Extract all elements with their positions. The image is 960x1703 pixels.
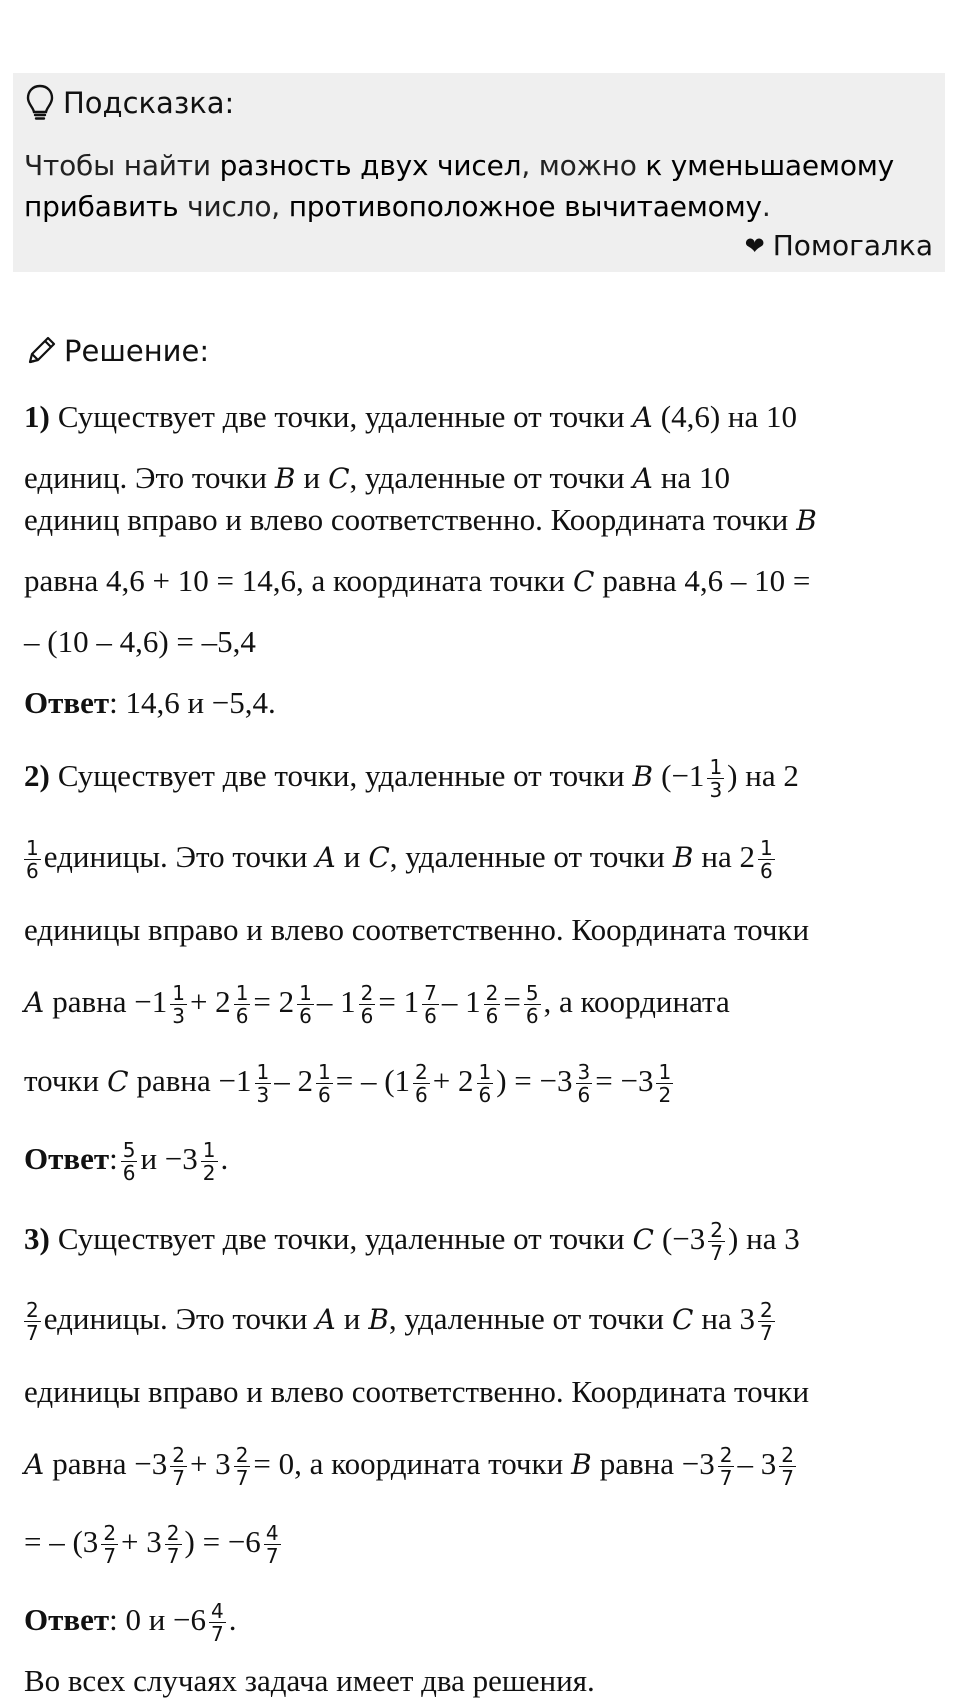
numerator: 4	[211, 1598, 224, 1623]
var-b: B	[796, 503, 817, 537]
hint-credit	[745, 229, 933, 262]
numerator: 1	[760, 835, 773, 860]
hint-text-emph: разность двух чисел	[219, 149, 522, 182]
text: , удаленные от точки	[388, 1301, 664, 1336]
conclusion-text: Во всех случаях задача имеет два решения.	[24, 1663, 595, 1698]
fraction	[264, 1522, 281, 1567]
denominator: 7	[719, 1465, 733, 1490]
denominator: 6	[760, 858, 773, 883]
text: = 0, а координата точки	[253, 1446, 564, 1481]
numerator: 1	[478, 1059, 492, 1084]
denominator: 7	[211, 1621, 224, 1646]
numerator: 2	[710, 1217, 724, 1242]
fraction	[297, 982, 314, 1027]
text: ) на 2	[727, 758, 799, 793]
hint-text-part: Чтобы найти	[24, 149, 220, 182]
text: равна −3	[599, 1446, 715, 1481]
numerator: 5	[122, 1137, 136, 1162]
text: = 2	[253, 984, 295, 1019]
text: точки	[24, 1063, 100, 1098]
numerator: 1	[317, 1059, 331, 1084]
var-c: C	[632, 1222, 654, 1256]
p3-line-5	[24, 1517, 284, 1567]
denominator: 7	[26, 1320, 39, 1345]
fraction	[24, 1299, 41, 1344]
denominator: 6	[577, 1082, 591, 1107]
numerator: 2	[485, 980, 499, 1005]
part-number: 3)	[24, 1221, 50, 1256]
fraction	[718, 1444, 735, 1489]
text: – (10 – 4,6) = –5,4	[24, 624, 256, 659]
fraction	[484, 982, 501, 1027]
numerator: 3	[577, 1059, 591, 1084]
var-a: A	[315, 840, 336, 874]
p2-answer	[24, 1134, 228, 1184]
text: единицы вправо и влево соответственно. Координата точки	[24, 1374, 810, 1409]
var-b: B	[672, 840, 694, 874]
numerator: 1	[709, 754, 723, 779]
text: + 3	[121, 1524, 162, 1559]
pencil-icon	[24, 334, 58, 368]
text: (−3	[661, 1221, 706, 1256]
text: =	[503, 984, 521, 1019]
denominator: 6	[485, 1003, 499, 1028]
text: + 2	[432, 1063, 474, 1098]
text: и	[343, 1301, 361, 1336]
text: – 1	[441, 984, 481, 1019]
text: Существует две точки, удаленные от точки	[57, 399, 625, 434]
text: = – (3	[24, 1524, 99, 1559]
hint-text-part: , можно	[521, 149, 646, 182]
credit-label: Помогалка	[772, 229, 933, 262]
fraction	[234, 1444, 251, 1489]
p3-line-2	[24, 1294, 778, 1344]
fraction	[758, 1299, 775, 1344]
p2-line-2	[24, 832, 778, 882]
var-a: A	[24, 985, 45, 1019]
denominator: 6	[317, 1082, 331, 1107]
fraction	[707, 756, 724, 801]
p3-line-3	[24, 1367, 809, 1417]
p1-line-5	[24, 617, 256, 667]
fraction	[359, 982, 376, 1027]
fraction	[170, 982, 187, 1027]
denominator: 2	[202, 1160, 216, 1185]
answer-label: Ответ	[24, 1602, 110, 1637]
denominator: 6	[360, 1003, 374, 1028]
denominator: 3	[709, 777, 723, 802]
denominator: 7	[265, 1543, 279, 1568]
p3-answer	[24, 1595, 237, 1645]
text: , удаленные от точки	[349, 460, 625, 495]
p1-line-3	[24, 495, 817, 545]
var-b: B	[274, 461, 296, 495]
hint-box	[13, 73, 945, 272]
hint-text-emph: противоположное вычитаемому	[288, 190, 762, 223]
numerator: 2	[26, 1297, 39, 1322]
text: единиц вправо и влево соответственно. Координата точки	[24, 502, 789, 537]
denominator: 3	[256, 1082, 270, 1107]
numerator: 2	[103, 1520, 117, 1545]
var-a: A	[24, 1447, 45, 1481]
text: на 3	[701, 1301, 756, 1336]
numerator: 2	[166, 1520, 180, 1545]
text: и	[303, 460, 321, 495]
text: (−1	[661, 758, 705, 793]
solution-title: Решение:	[64, 334, 210, 368]
numerator: 1	[658, 1059, 672, 1084]
text: и	[343, 839, 361, 874]
numerator: 1	[256, 1059, 270, 1084]
p2-line-4	[24, 977, 730, 1027]
denominator: 7	[235, 1465, 249, 1490]
hint-text-emph: прибавить	[24, 190, 179, 223]
numerator: 5	[525, 980, 539, 1005]
numerator: 1	[235, 980, 249, 1005]
text: + 2	[189, 984, 231, 1019]
hint-text-emph: к уменьшаемому	[645, 149, 895, 182]
text: Существует две точки, удаленные от точки	[57, 1221, 625, 1256]
text: .	[228, 1602, 237, 1637]
text: на 10	[660, 460, 730, 495]
hint-text-part: .	[761, 190, 771, 223]
denominator: 6	[415, 1082, 428, 1107]
fraction	[524, 982, 541, 1027]
fraction	[101, 1522, 118, 1567]
fraction	[170, 1444, 187, 1489]
text: ) = −3	[496, 1063, 573, 1098]
text: ) на 3	[728, 1221, 800, 1256]
fraction	[413, 1061, 430, 1106]
text: = −3	[595, 1063, 654, 1098]
hint-header	[25, 83, 234, 123]
p1-line-1	[24, 392, 797, 442]
p1-line-4	[24, 556, 810, 606]
numerator: 1	[26, 835, 39, 860]
answer-label: Ответ	[24, 1141, 110, 1176]
denominator: 7	[166, 1543, 180, 1568]
denominator: 6	[525, 1003, 539, 1028]
var-c: C	[572, 564, 595, 598]
heart-icon: ❤	[744, 231, 765, 260]
lightbulb-icon	[25, 84, 55, 122]
numerator: 1	[202, 1137, 216, 1162]
denominator: 3	[172, 1003, 185, 1028]
text: равна 4,6 – 10 =	[602, 563, 811, 598]
var-a: A	[315, 1302, 336, 1336]
p3-line-4	[24, 1439, 799, 1489]
numerator: 2	[360, 980, 374, 1005]
fraction	[477, 1061, 494, 1106]
denominator: 6	[424, 1003, 437, 1028]
var-b: B	[632, 759, 654, 793]
numerator: 1	[299, 980, 312, 1005]
fraction	[316, 1061, 333, 1106]
fraction	[422, 982, 439, 1027]
fraction	[708, 1219, 725, 1264]
answer-value: : 14,6 и −5,4.	[109, 685, 276, 720]
p3-line-1	[24, 1214, 800, 1264]
fraction	[24, 837, 41, 882]
text: – 3	[737, 1446, 777, 1481]
p2-line-1	[24, 751, 799, 801]
numerator: 2	[781, 1442, 794, 1467]
fraction	[234, 982, 251, 1027]
solution-header	[24, 334, 209, 368]
numerator: 2	[719, 1442, 733, 1467]
p2-line-3	[24, 905, 809, 955]
text: , а координата	[543, 984, 730, 1019]
text: – 2	[274, 1063, 313, 1098]
text: равна −1	[52, 984, 168, 1019]
denominator: 7	[781, 1465, 794, 1490]
text: = – (1	[335, 1063, 411, 1098]
var-c: C	[671, 1302, 694, 1336]
text: равна −1	[136, 1063, 252, 1098]
denominator: 6	[235, 1003, 249, 1028]
text: : 0 и −6	[109, 1602, 207, 1637]
fraction	[779, 1444, 796, 1489]
fraction	[758, 837, 775, 882]
denominator: 7	[172, 1465, 185, 1490]
numerator: 2	[172, 1442, 185, 1467]
text: .	[220, 1141, 229, 1176]
fraction	[165, 1522, 182, 1567]
hint-text	[24, 145, 929, 227]
text: единицы. Это точки	[43, 1301, 308, 1336]
denominator: 6	[299, 1003, 312, 1028]
text: Существует две точки, удаленные от точки	[57, 758, 625, 793]
var-b: B	[571, 1447, 592, 1481]
text: единицы вправо и влево соответственно. Координата точки	[24, 912, 810, 947]
var-a: A	[632, 461, 653, 495]
var-c: C	[368, 840, 390, 874]
hint-title: Подсказка:	[63, 86, 235, 120]
text: равна 4,6 + 10 = 14,6, а координата точки	[24, 563, 565, 598]
text: на 2	[701, 839, 756, 874]
text: равна −3	[52, 1446, 168, 1481]
p2-line-5	[24, 1056, 676, 1106]
conclusion	[24, 1661, 595, 1701]
denominator: 7	[710, 1240, 724, 1265]
fraction	[255, 1061, 272, 1106]
fraction	[201, 1139, 218, 1184]
var-a: A	[632, 400, 653, 434]
text: + 3	[189, 1446, 231, 1481]
numerator: 4	[265, 1520, 279, 1545]
fraction	[656, 1061, 673, 1106]
var-c: C	[107, 1064, 129, 1098]
denominator: 6	[122, 1160, 136, 1185]
text: единиц. Это точки	[24, 460, 267, 495]
denominator: 7	[103, 1543, 117, 1568]
numerator: 1	[172, 980, 185, 1005]
denominator: 7	[760, 1320, 773, 1345]
denominator: 2	[658, 1082, 672, 1107]
text: (4,6) на 10	[660, 399, 798, 434]
text: и −3	[140, 1141, 198, 1176]
numerator: 7	[424, 980, 437, 1005]
denominator: 6	[478, 1082, 492, 1107]
text: ) = −6	[184, 1524, 261, 1559]
text: :	[109, 1141, 118, 1176]
part-number: 1)	[24, 399, 50, 434]
numerator: 2	[235, 1442, 249, 1467]
fraction	[576, 1061, 593, 1106]
denominator: 6	[26, 858, 39, 883]
var-c: C	[328, 461, 350, 495]
fraction	[209, 1600, 226, 1645]
answer-label: Ответ	[24, 685, 110, 720]
var-b: B	[368, 1302, 389, 1336]
text: = 1	[378, 984, 420, 1019]
text: единицы. Это точки	[43, 839, 308, 874]
text: – 1	[316, 984, 356, 1019]
fraction	[121, 1139, 138, 1184]
p1-answer	[24, 678, 276, 728]
hint-text-part: число,	[178, 190, 289, 223]
part-number: 2)	[24, 758, 50, 793]
text: , удаленные от точки	[389, 839, 665, 874]
numerator: 2	[415, 1059, 428, 1084]
numerator: 2	[760, 1297, 773, 1322]
